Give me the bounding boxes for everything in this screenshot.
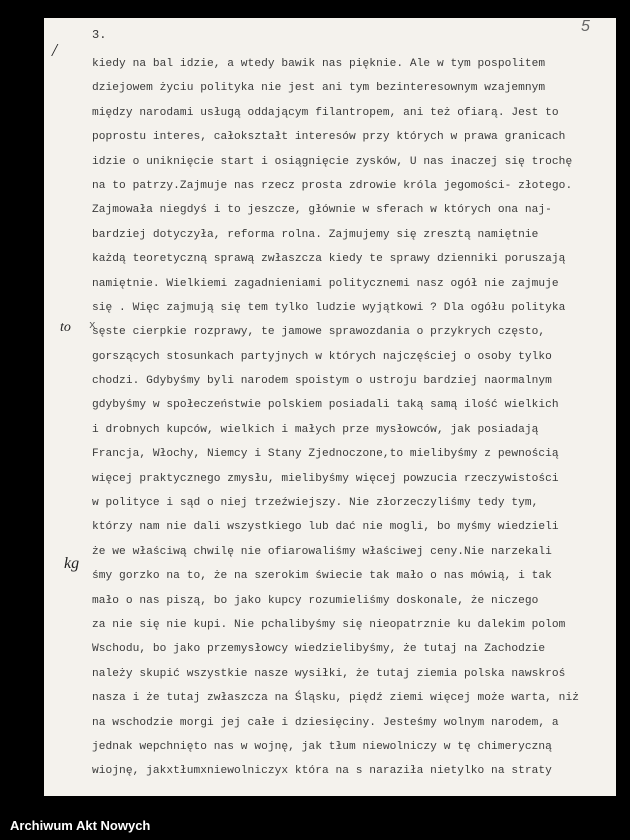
text-line: kiedy na bal idzie, a wtedy bawik nas pięknie. Ale w tym pospolitem (92, 58, 546, 70)
margin-pencil-mark: / (52, 40, 58, 60)
text-line: za nie się nie kupi. Nie pchalibyśmy się nieopatrznie ku dalekim polom (92, 618, 566, 631)
text-line: chodzi. Gdybyśmy byli narodem spoistym o ustroju bardziej naormalnym (92, 375, 552, 388)
text-line: namiętnie. Wielkiemi zagadnieniami politycznemi nasz ogół nie zajmuje (92, 277, 559, 290)
text-line: Wschodu, bo jako przemysłowcy wiedzielibyśmy, że tutaj na Zachodzie (92, 643, 546, 656)
text-line: wiojnę, jakxtłumxniewolniczyx która na s naraziła nietylko na straty (92, 765, 552, 778)
text-line: należy skupić wszystkie nasze wysiłki, że tutaj ziemia polska nawskroś (92, 667, 566, 680)
text-line: w polityce i sąd o niej trzeźwiejszy. Nie złorzeczyliśmy tedy tym, (92, 497, 539, 510)
text-line: bardziej dotyczyła, reforma rolna. Zajmujemy się zresztą namiętnie (92, 228, 539, 241)
text-line: na wschodzie morgi jej całe i dziesięciny. Jesteśmy wolnym narodem, a (92, 716, 559, 729)
typed-text-body (92, 52, 602, 784)
text-line: jednak wepchnięto nas w wojnę, jak tłum niewolniczy w tę chimeryczną (92, 740, 552, 753)
typed-page-number: 3. (92, 28, 107, 42)
text-line: na to patrzy.Zajmuje nas rzecz prosta zdrowie króla jegomości- złotego. (92, 179, 573, 192)
text-line: nasza i że tutaj zwłaszcza na Śląsku, piędź ziemi więcej może warta, niż (92, 692, 579, 705)
text-line: że we właściwą chwilę nie ofiarowaliśmy właściwej ceny.Nie narzekali (92, 545, 552, 558)
margin-note-to: to (60, 320, 71, 335)
archive-page-number: 5 (581, 18, 590, 35)
archive-footer-bar (0, 808, 630, 840)
text-line: którzy nam nie dali wszystkiego lub dać nie mogli, bo myśmy wiedzieli (92, 521, 559, 534)
text-line: gdybyśmy w społeczeństwie polskiem posiadali taką samą ilość wielkich (92, 399, 559, 412)
margin-note-kg: kg (64, 555, 80, 572)
text-line: między narodami usługą oddającym filantropem, ani też ofiarą. Jest to (92, 106, 559, 119)
text-line: każdą teoretyczną sprawą zwłaszcza kiedy te sprawy dzienniki poruszają (92, 253, 566, 266)
text-line: gorszących stosunkach partyjnych w których najczęściej o osoby tylko (92, 350, 552, 363)
text-line: Francja, Włochy, Niemcy i Stany Zjednoczone,to mielibyśmy z pewnością (92, 448, 559, 461)
text-line: śmy gorzko na to, że na szerokim świecie tak mało o nas mówią, i tak (92, 570, 552, 583)
archive-label: Archiwum Akt Nowych (10, 818, 151, 833)
text-line: więcej praktycznego zmysłu, mielibyśmy więcej powzucia rzeczywistości (92, 472, 559, 485)
pencil-x-mark: x (89, 320, 96, 332)
text-line: się . Więc zajmują się tem tylko ludzie wyjątkowi ? Dla ogółu polityka (92, 301, 566, 314)
text-line: mało o nas piszą, bo jako kupcy rozumieliśmy doskonale, że niczego (92, 594, 539, 607)
text-line: Zajmowała niegdyś i to jeszcze, głównie w sferach w których ona naj- (92, 204, 552, 217)
text-line: idzie o uniknięcie start i osiągnięcie zysków, U nas inaczej się trochę (92, 155, 573, 168)
text-line: i drobnych kupców, wielkich i małych prze mysłowców, jak posiadają (92, 423, 539, 436)
text-line: poprostu interes, całokształt interesów przy których w prawa granicach (92, 131, 566, 144)
text-line: sęste cierpkie rozprawy, te jamowe sprawozdania o przykrych często, (92, 326, 546, 339)
text-line: dziejowem życiu polityka nie jest ani tym bezinteresownym wzajemnym (92, 82, 546, 95)
